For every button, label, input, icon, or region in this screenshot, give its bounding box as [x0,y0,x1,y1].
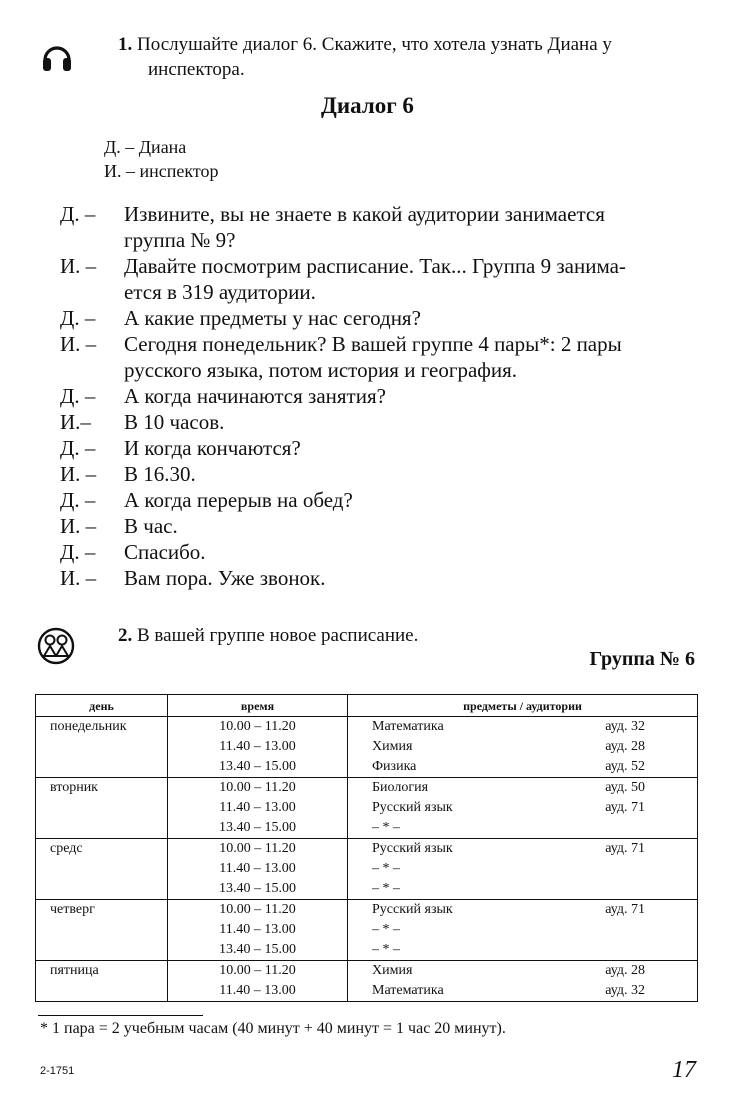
subject-line [348,737,697,757]
subject-line [348,981,697,1001]
speaker: И. – [60,566,97,590]
dialog-line: И когда кончаются? [124,436,301,460]
room: ауд. 71 [605,902,645,917]
table-row [36,961,698,1002]
task-2-text: В вашей группе новое расписание. [137,625,419,646]
footnote-divider [38,1015,203,1016]
speaker: И. – [60,254,97,278]
time-cell [168,717,348,778]
time-slot: 13.40 – 15.00 [219,881,296,896]
room: ауд. 28 [605,963,645,978]
time-slot: 10.00 – 11.20 [219,719,296,734]
subject-name: – * – [372,820,400,835]
speaker: Д. – [60,384,96,408]
subjects-cell [348,778,698,839]
subject-line [348,717,697,737]
subject-name: – * – [372,861,400,876]
legend-inspector: И. – инспектор [104,161,219,181]
group-title: Группа № 6 [589,648,695,670]
subjects-cell [348,900,698,961]
dialog-line: А когда перерыв на обед? [124,488,353,512]
subject-name: – * – [372,922,400,937]
footnote: * 1 пара = 2 учебным часам (40 минут + 40 минут = 1 час 20 минут). [40,1020,506,1037]
time-slot: 11.40 – 13.00 [219,800,296,815]
subject-name: Математика [372,719,444,734]
speaker: Д. – [60,488,96,512]
time-slot: 11.40 – 13.00 [219,922,296,937]
subject-line [348,778,697,798]
subject-line [348,961,697,981]
room: ауд. 71 [605,800,645,815]
time-slot: 10.00 – 11.20 [219,902,296,917]
time-slot: 10.00 – 11.20 [219,780,296,795]
subject-name: Русский язык [372,800,453,815]
speaker: И. – [60,332,97,356]
time-slot: 13.40 – 15.00 [219,759,296,774]
time-slot: 11.40 – 13.00 [219,739,296,754]
subject-name: Химия [372,739,413,754]
day-cell: пятница [36,961,168,1002]
table-row [36,778,698,839]
task-2 [118,622,418,649]
time-slot: 13.40 – 15.00 [219,820,296,835]
day-cell: вторник [36,778,168,839]
room: ауд. 32 [605,983,645,998]
subject-line [348,818,697,838]
day-cell: понедельник [36,717,168,778]
dialog-line: Давайте посмотрим расписание. Так... Группа 9 занима- [124,254,626,278]
subject-line [348,940,697,960]
subjects-cell [348,717,698,778]
dialog-line: Сегодня понедельник? В вашей группе 4 пары*: 2 пары [124,332,622,356]
room: ауд. 32 [605,719,645,734]
table-row [36,900,698,961]
room: ауд. 50 [605,780,645,795]
pair-work-icon [36,626,76,666]
speaker: Д. – [60,306,96,330]
subject-line [348,798,697,818]
dialog-title: Диалог 6 [321,93,414,118]
subject-name: Химия [372,963,413,978]
subject-name: Русский язык [372,841,453,856]
task-2-number: 2. [118,625,133,646]
day-cell: четверг [36,900,168,961]
dialog-line: А какие предметы у нас сегодня? [124,306,421,330]
task-1-number: 1. [118,34,133,55]
time-slot: 11.40 – 13.00 [219,861,296,876]
table-header-row [36,695,698,717]
dialog-line: русского языка, потом история и география. [124,358,518,382]
subject-line [348,879,697,899]
subject-line [348,900,697,920]
dialog-line: Извините, вы не знаете в какой аудитории занимается [124,202,605,226]
subject-name: – * – [372,881,400,896]
print-code: 2-1751 [40,1065,75,1077]
room: ауд. 28 [605,739,645,754]
time-slot: 13.40 – 15.00 [219,942,296,957]
time-slot: 10.00 – 11.20 [219,841,296,856]
time-slot: 10.00 – 11.20 [219,963,296,978]
header-subjects: предметы / аудитории [348,695,698,717]
day-cell: средс [36,839,168,900]
subject-line [348,920,697,940]
page-number: 17 [672,1057,696,1083]
dialog-line: В 16.30. [124,462,196,486]
subject-line [348,757,697,777]
subject-name: Биология [372,780,429,795]
dialog-line: В час. [124,514,178,538]
speaker: И. – [60,514,97,538]
subject-name: – * – [372,942,400,957]
header-day: день [36,695,168,717]
headphones-icon [40,38,74,74]
dialog-line: А когда начинаются занятия? [124,384,386,408]
schedule-table [35,694,698,1002]
legend-diana: Д. – Диана [104,137,187,157]
header-time: время [168,695,348,717]
dialog-line: В 10 часов. [124,410,225,434]
task-1-text: Послушайте диалог 6. Скажите, что хотела узнать Диана у [137,34,612,55]
dialog-line: Спасибо. [124,540,206,564]
subject-name: Русский язык [372,902,453,917]
subject-name: Математика [372,983,444,998]
subject-line [348,859,697,879]
subjects-cell [348,839,698,900]
room: ауд. 71 [605,841,645,856]
time-cell [168,839,348,900]
room: ауд. 52 [605,759,645,774]
task-1-line-2: инспектора. [148,59,245,80]
time-cell [168,961,348,1002]
speaker: Д. – [60,202,96,226]
table-row [36,717,698,778]
speaker: И.– [60,410,91,434]
speaker: Д. – [60,436,96,460]
subjects-cell [348,961,698,1002]
table-row [36,839,698,900]
subject-name: Физика [372,759,417,774]
dialog-line: группа № 9? [124,228,236,252]
speaker: И. – [60,462,97,486]
time-cell [168,778,348,839]
speaker: Д. – [60,540,96,564]
dialog-line: ется в 319 аудитории. [124,280,316,304]
time-cell [168,900,348,961]
task-1-line-1 [118,31,612,58]
time-slot: 11.40 – 13.00 [219,983,296,998]
subject-line [348,839,697,859]
dialog-line: Вам пора. Уже звонок. [124,566,326,590]
